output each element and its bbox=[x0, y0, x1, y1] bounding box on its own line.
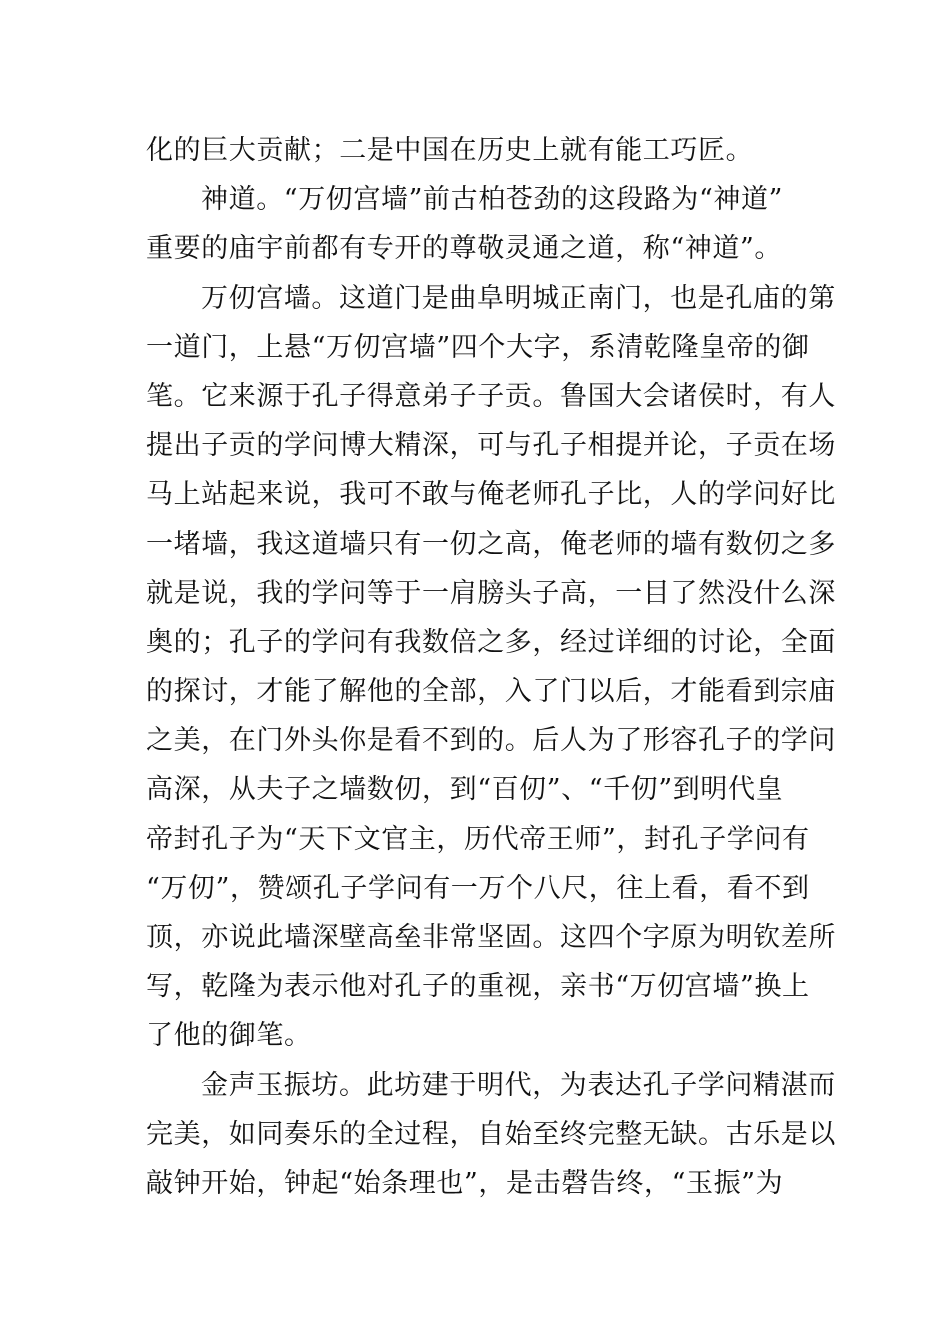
text-line: 一道门，上悬“万仞宫墙”四个大字，系清乾隆皇帝的御 bbox=[146, 331, 810, 363]
paragraph-wanren-gongqiang bbox=[146, 274, 836, 1061]
text-line: 写，乾隆为表示他对孔子的重视，亲书“万仞宫墙”换上 bbox=[146, 971, 810, 1003]
text-line: 的探讨，才能了解他的全部，入了门以后，才能看到宗庙 bbox=[146, 676, 836, 708]
text-line: 奥的；孔子的学问有我数倍之多，经过详细的讨论，全面 bbox=[146, 626, 836, 658]
text-line: 敲钟开始，钟起“始条理也”，是击磬告终，“玉振”为 bbox=[146, 1167, 784, 1199]
text-line: 万仞宫墙。这道门是曲阜明城正南门，也是孔庙的第 bbox=[201, 282, 836, 314]
text-line: 神道。“万仞宫墙”前古柏苍劲的这段路为“神道” bbox=[201, 184, 784, 216]
text-line: 提出子贡的学问博大精深，可与孔子相提并论，子贡在场 bbox=[146, 430, 836, 462]
text-line: 完美，如同奏乐的全过程，自始至终完整无缺。古乐是以 bbox=[146, 1118, 836, 1150]
paragraph-jinsheng-yuzhen-fang bbox=[146, 1061, 836, 1209]
text-line: 笔。它来源于孔子得意弟子子贡。鲁国大会诸侯时，有人 bbox=[146, 380, 836, 412]
text-line: 之美，在门外头你是看不到的。后人为了形容孔子的学问 bbox=[146, 725, 836, 757]
text-line: 帝封孔子为“天下文官主，历代帝王师”，封孔子学问有 bbox=[146, 823, 810, 855]
text-line: “万仞”，赞颂孔子学问有一万个八尺，往上看，看不到 bbox=[146, 872, 810, 904]
text-line: 重要的庙宇前都有专开的尊敬灵通之道，称“神道”。 bbox=[146, 233, 783, 265]
text-line: 高深，从夫子之墙数仞，到“百仞”、“千仞”到明代皇 bbox=[146, 774, 784, 806]
text-line: 了他的御笔。 bbox=[146, 1020, 312, 1052]
paragraph-shendao bbox=[146, 175, 810, 273]
text-line: 顶，亦说此墙深壁高垒非常坚固。这四个字原为明钦差所 bbox=[146, 922, 836, 953]
text-line: 化的巨大贡献；二是中国在历史上就有能工巧匠。 bbox=[146, 135, 754, 166]
text-line: 马上站起来说，我可不敢与俺老师孔子比，人的学问好比 bbox=[146, 479, 836, 511]
text-line: 金声玉振坊。此坊建于明代，为表达孔子学问精湛而 bbox=[201, 1069, 836, 1101]
paragraph-1 bbox=[146, 126, 810, 175]
document-body bbox=[146, 126, 836, 1208]
text-line: 一堵墙，我这道墙只有一仞之高，俺老师的墙有数仞之多 bbox=[146, 528, 836, 560]
text-line: 就是说，我的学问等于一肩膀头子高，一目了然没什么深 bbox=[146, 577, 836, 609]
